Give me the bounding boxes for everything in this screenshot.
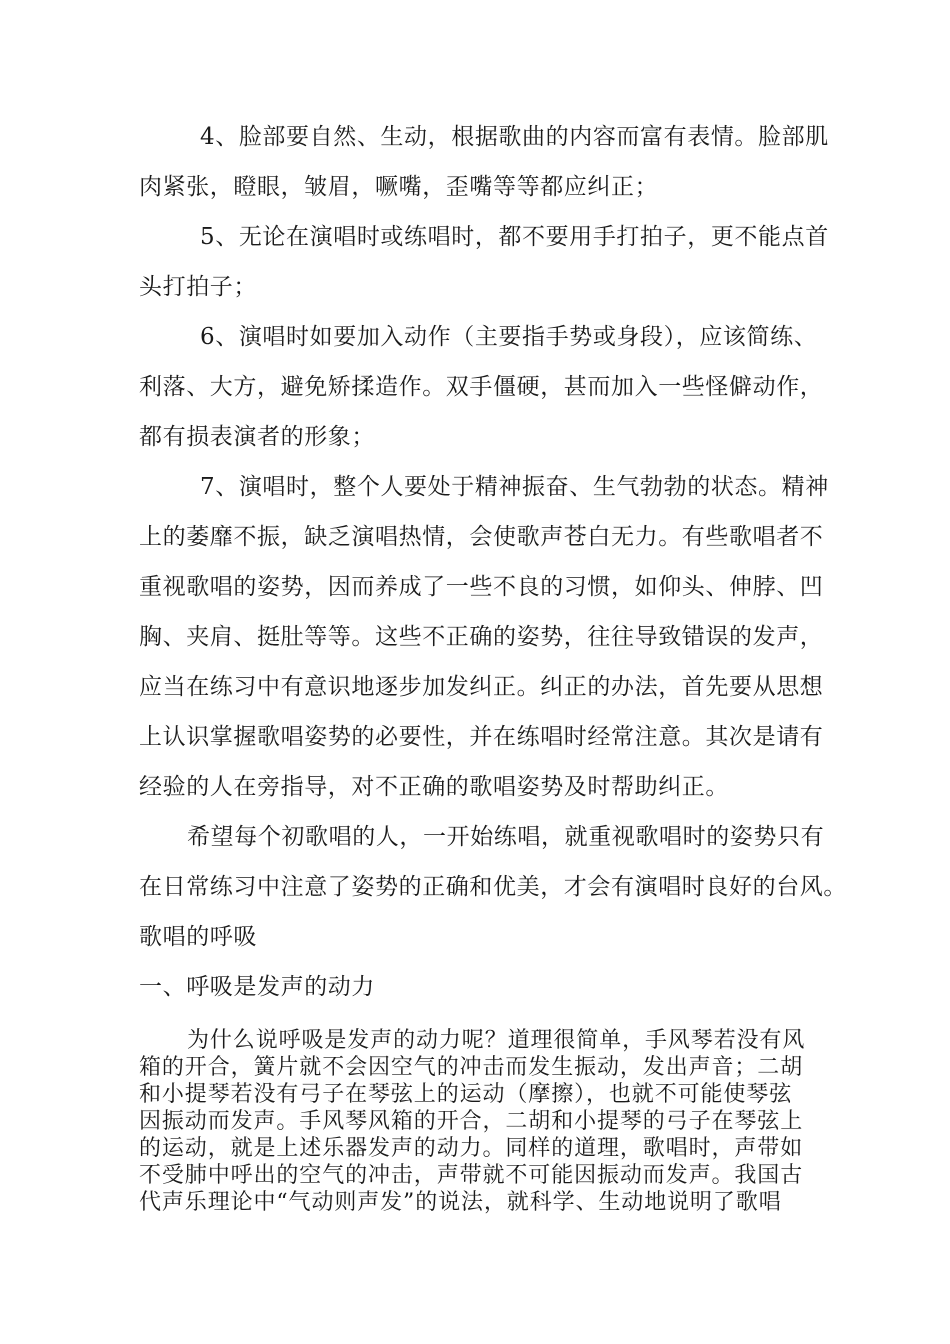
text-line: 胸、夹肩、挺肚等等。这些不正确的姿势，往往导致错误的发声， bbox=[139, 624, 824, 650]
text-line: 重视歌唱的姿势，因而养成了一些不良的习惯，如仰头、伸脖、凹 bbox=[139, 574, 824, 600]
text-line: 因振动而发声。手风琴风箱的开合，二胡和小提琴的弓子在琴弦上 bbox=[139, 1109, 804, 1134]
text-line: 在日常练习中注意了姿势的正确和优美，才会有演唱时良好的台风。 bbox=[139, 874, 847, 900]
text-line: 和小提琴若没有弓子在琴弦上的运动（摩擦），也就不可能使琴弦 bbox=[139, 1082, 793, 1107]
text-line: 4、脸部要自然、生动，根据歌曲的内容而富有表情。脸部肌 bbox=[200, 124, 829, 150]
text-line: 上的萎靡不振，缺乏演唱热情，会使歌声苍白无力。有些歌唱者不 bbox=[139, 524, 824, 550]
subsection-heading: 一、呼吸是发声的动力 bbox=[139, 974, 375, 1000]
text-line: 6、演唱时如要加入动作（主要指手势或身段），应该简练、 bbox=[200, 324, 818, 350]
text-line: 应当在练习中有意识地逐步加发纠正。纠正的办法，首先要从思想 bbox=[139, 674, 824, 700]
text-line: 希望每个初歌唱的人，一开始练唱，就重视歌唱时的姿势只有 bbox=[187, 824, 825, 850]
text-line: 5、无论在演唱时或练唱时，都不要用手打拍子，更不能点首 bbox=[200, 224, 829, 250]
text-line: 上认识掌握歌唱姿势的必要性，并在练唱时经常注意。其次是请有 bbox=[139, 724, 824, 750]
text-line: 代声乐理论中“气动则声发”的说法，就科学、生动地说明了歌唱 bbox=[139, 1190, 782, 1215]
text-line: 都有损表演者的形象； bbox=[139, 424, 375, 450]
section-heading: 歌唱的呼吸 bbox=[139, 924, 257, 950]
text-line: 为什么说呼吸是发声的动力呢？道理很简单，手风琴若没有风 bbox=[187, 1028, 806, 1053]
text-line: 不受肺中呼出的空气的冲击，声带就不可能因振动而发声。我国古 bbox=[139, 1163, 804, 1188]
text-line: 箱的开合，簧片就不会因空气的冲击而发生振动，发出声音；二胡 bbox=[139, 1055, 804, 1080]
text-line: 的运动，就是上述乐器发声的动力。同样的道理，歌唱时，声带如 bbox=[139, 1136, 804, 1161]
text-line: 肉紧张，瞪眼，皱眉，噘嘴，歪嘴等等都应纠正； bbox=[139, 174, 659, 200]
text-line: 7、演唱时，整个人要处于精神振奋、生气勃勃的状态。精神 bbox=[200, 474, 829, 500]
text-line: 利落、大方，避免矫揉造作。双手僵硬，甚而加入一些怪僻动作， bbox=[139, 374, 824, 400]
text-line: 头打拍子； bbox=[139, 274, 257, 300]
text-line: 经验的人在旁指导，对不正确的歌唱姿势及时帮助纠正。 bbox=[139, 774, 729, 800]
